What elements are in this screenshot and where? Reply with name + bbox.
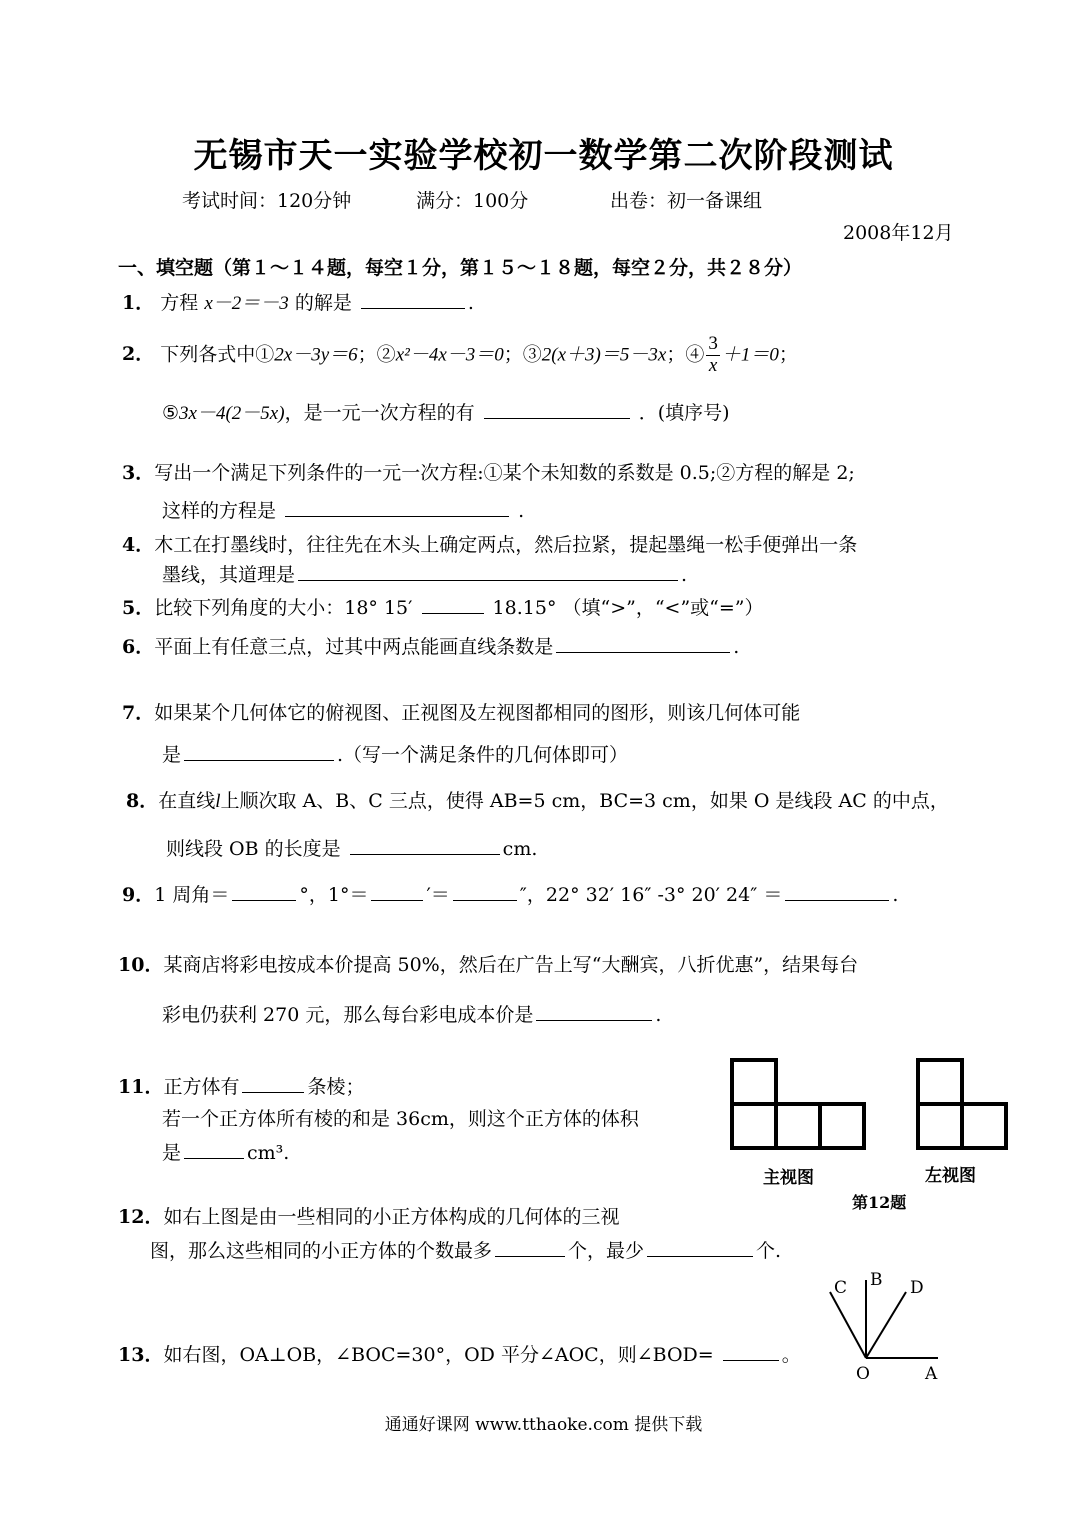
- answer-blank-2[interactable]: [647, 1255, 753, 1257]
- question-4-line-2: 墨线，其道理是 .: [162, 564, 688, 586]
- label-a: A: [925, 1364, 938, 1384]
- answer-blank-2[interactable]: [371, 899, 423, 901]
- answer-blank[interactable]: [556, 651, 730, 653]
- question-number: 13．: [118, 1344, 164, 1366]
- answer-blank[interactable]: [298, 579, 678, 581]
- footer-credit: 通通好课网 www.tthaoke.com 提供下载: [384, 1415, 703, 1435]
- equation-2: x²－4x－3＝0: [395, 344, 504, 366]
- question-1: 1． 方程 x－2＝－3 的解是 .: [122, 288, 474, 315]
- equation: x－2＝－3: [204, 293, 289, 314]
- question-11-line-1: 11．正方体有 条棱；: [118, 1072, 364, 1099]
- fraction: $\frac{3}{x}$: [708, 333, 718, 376]
- figure-12-views: [728, 1056, 1018, 1156]
- question-10-line-2: 彩电仍获利 270 元，那么每台彩电成本价是 .: [162, 1004, 662, 1026]
- label-c: C: [834, 1278, 848, 1298]
- answer-blank-4[interactable]: [785, 899, 889, 901]
- question-13: 13．如右图，OA⊥OB，∠BOC=30°，OD 平分∠AOC，则∠BOD= 。: [118, 1340, 801, 1367]
- left-view-cube: [962, 1104, 1006, 1148]
- answer-blank[interactable]: [536, 1019, 652, 1021]
- question-number: 4．: [122, 534, 155, 556]
- question-11-line-2: 若一个正方体所有棱的和是 36cm，则这个正方体的体积: [162, 1108, 639, 1130]
- section-heading: 一、填空题（第１～１４题，每空１分，第１５～１８题，每空２分，共２８分）: [118, 257, 803, 279]
- question-10-line-1: 10．某商店将彩电按成本价提高 50%，然后在广告上写“大酬宾，八折优惠”，结果每台: [118, 950, 858, 977]
- question-4-line-1: 4．木工在打墨线时，往往先在木头上确定两点，然后拉紧，提起墨绳一松手便弹出一条: [122, 530, 857, 557]
- answer-blank[interactable]: [422, 612, 484, 614]
- label-b: B: [870, 1270, 883, 1290]
- ray-od: [866, 1292, 906, 1358]
- equation-5: 3x－4(2－5x): [179, 403, 285, 424]
- label-o: O: [856, 1364, 870, 1384]
- question-2-line-2: ⑤3x－4(2－5x)，是一元一次方程的有 ．(填序号): [162, 402, 730, 424]
- front-view-cube: [820, 1104, 864, 1148]
- question-3-line-2: 这样的方程是 .: [162, 500, 525, 522]
- left-view-cube: [918, 1060, 962, 1104]
- answer-blank[interactable]: [723, 1359, 779, 1361]
- answer-blank[interactable]: [350, 853, 500, 855]
- exam-author: 出卷：初一备课组: [610, 190, 763, 212]
- front-view-label: 主视图: [763, 1168, 814, 1188]
- answer-blank[interactable]: [285, 515, 509, 517]
- question-6: 6．平面上有任意三点，过其中两点能画直线条数是 .: [122, 632, 739, 659]
- question-number: 6．: [122, 636, 155, 658]
- equation-3: 2(x＋3)＝5－3x: [541, 344, 667, 366]
- question-number: 9．: [122, 884, 155, 906]
- left-view-cube: [918, 1104, 962, 1148]
- exam-time: 考试时间：120分钟: [182, 190, 352, 212]
- line-variable: l: [215, 791, 221, 812]
- question-3-line-1: 3．写出一个满足下列条件的一元一次方程:①某个未知数的系数是 0.5;②方程的解是 2;: [122, 458, 855, 485]
- exam-date: 2008年12月: [843, 222, 954, 244]
- question-number: 5．: [122, 597, 155, 619]
- equation-4: ＋1＝0: [721, 344, 779, 366]
- question-number: 7．: [122, 702, 155, 724]
- question-number: 12．: [118, 1206, 164, 1228]
- full-score: 满分：100分: [416, 190, 529, 212]
- answer-blank-1[interactable]: [242, 1091, 304, 1093]
- equation-1: 2x－3y＝6: [274, 344, 358, 366]
- question-9: 9．1 周角＝ °，1°＝ ′＝ ″，22° 32′ 16″ -3° 20′ 24″ ＝ .: [122, 880, 898, 907]
- answer-blank[interactable]: [484, 417, 630, 419]
- question-number: 1．: [122, 292, 155, 314]
- question-5: 5．比较下列角度的大小：18° 15′ 18.15° （填“>”，“<”或“=”）: [122, 593, 764, 620]
- answer-blank-1[interactable]: [495, 1255, 565, 1257]
- ray-oc: [830, 1292, 866, 1358]
- question-11-line-3: 是 cm³.: [162, 1142, 290, 1164]
- question-number: 2．: [122, 343, 155, 366]
- left-view-label: 左视图: [925, 1166, 976, 1186]
- page-title: 无锡市天一实验学校初一数学第二次阶段测试: [193, 136, 894, 176]
- question-2-line-1: 2． 下列各式中①2x－3y＝6；②x²－4x－3＝0；③2(x＋3)＝5－3x；④ $\frac{3}{x}$ ＋1＝0；: [122, 333, 798, 376]
- front-view-cube: [732, 1060, 776, 1104]
- front-view-cube: [732, 1104, 776, 1148]
- answer-blank-2[interactable]: [184, 1157, 244, 1159]
- front-view-cube: [776, 1104, 820, 1148]
- question-7-line-1: 7．如果某个几何体它的俯视图、正视图及左视图都相同的图形，则该几何体可能: [122, 698, 800, 725]
- question-number: 11．: [118, 1076, 164, 1098]
- figure-12-caption: 第12题: [852, 1193, 907, 1212]
- answer-blank[interactable]: [361, 307, 465, 309]
- question-12-line-1: 12．如右上图是由一些相同的小正方体构成的几何体的三视: [118, 1202, 619, 1229]
- question-8-line-2: 则线段 OB 的长度是 cm.: [166, 838, 538, 860]
- answer-blank-1[interactable]: [232, 899, 296, 901]
- question-number: 3．: [122, 462, 155, 484]
- question-8-line-1: 8．在直线l上顺次取 A、B、C 三点，使得 AB=5 cm，BC=3 cm，如果 O 是线段 AC 的中点，: [126, 786, 949, 813]
- question-number: 10．: [118, 954, 164, 976]
- answer-blank-3[interactable]: [453, 899, 517, 901]
- question-12-line-2: 图，那么这些相同的小正方体的个数最多 个，最少 个.: [150, 1240, 782, 1262]
- answer-blank[interactable]: [184, 759, 334, 761]
- question-number: 8．: [126, 790, 159, 812]
- question-7-line-2: 是 .（写一个满足条件的几何体即可）: [162, 744, 629, 766]
- label-d: D: [910, 1278, 924, 1298]
